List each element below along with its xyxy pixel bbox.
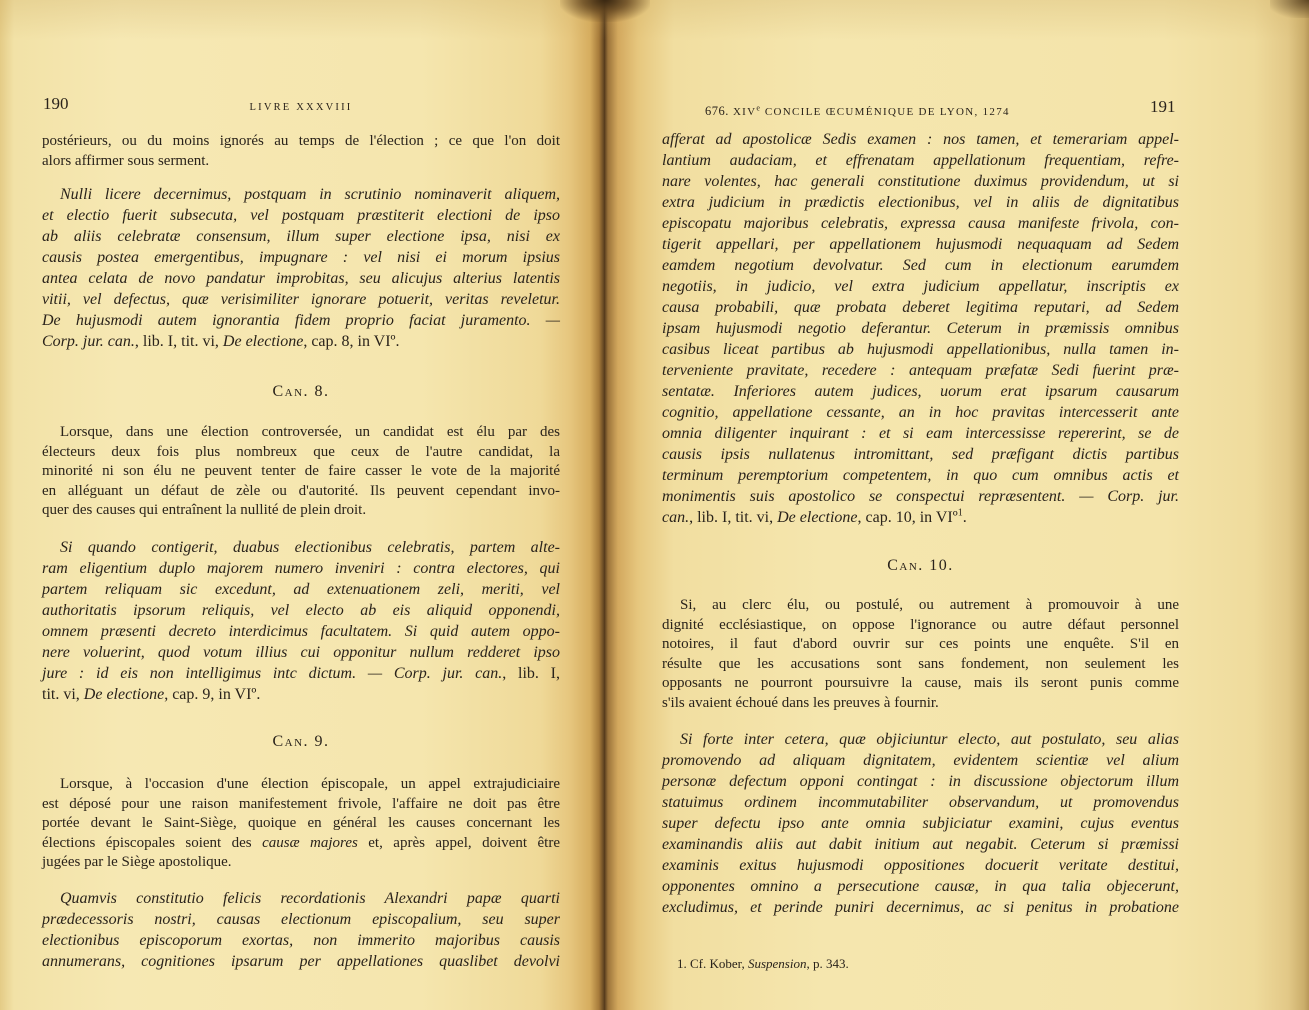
text-line: authoritatis ipsorum reliquis, vel electo ab eis aliquid opponendi, bbox=[42, 602, 560, 619]
citation-part: , cap. 8, in VIº. bbox=[303, 333, 400, 350]
text-line: monimentis suis apostolico se conspectui repræsentent. — Corp. jur. bbox=[662, 488, 1179, 505]
text-line: vitii, vel defectus, quæ verisimiliter ignorare potuerit, veritas reveletur. bbox=[42, 291, 560, 308]
text-line: et electio fuerit subsecuta, vel postquam præstiterit electioni de ipso bbox=[42, 207, 560, 224]
paragraph-french bbox=[662, 596, 1179, 713]
canon-heading: Can. 8. bbox=[272, 383, 330, 400]
running-head: LIVRE XXXVIII bbox=[249, 102, 353, 113]
text-line: promovendo ad aliquam dignitatem, evidentem scientiæ vel alium bbox=[662, 752, 1179, 769]
text-line: partem reliquam sic excedunt, ad extenuationem zeli, meriti, vel bbox=[42, 581, 560, 598]
section-number: 676. bbox=[705, 104, 729, 118]
page-number: 190 bbox=[43, 94, 69, 113]
citation-part: , lib. I, tit. vi, bbox=[134, 333, 223, 350]
text-line: annumerans, cognitiones ipsarum per appellationes quaslibet devolvi bbox=[42, 953, 560, 970]
text-line: jugées par le Siège apostolique. bbox=[42, 854, 232, 870]
canon-heading: Can. 10. bbox=[887, 557, 954, 574]
citation-part: , lib. I, tit. vi, bbox=[689, 509, 778, 526]
text-line: lantium audaciam, et effrenatam appellationum frequentiam, refre- bbox=[662, 152, 1179, 169]
text-line: en alléguant un défaut de zèle ou d'autorité. Ils peuvent cependant invo- bbox=[42, 482, 560, 499]
citation-part: , lib. I, bbox=[502, 665, 560, 682]
citation-part: , cap. 10, in VIº bbox=[857, 509, 958, 526]
text-line: alors affirmer sous serment. bbox=[42, 152, 210, 169]
page-number: 191 bbox=[1150, 97, 1176, 116]
text-line: opponentes omnino a persecutione causæ, in qua talia objecerunt, bbox=[662, 878, 1179, 895]
citation-part: De electione bbox=[83, 686, 165, 703]
corner-shadow bbox=[1270, 0, 1309, 18]
top-edge-shadow bbox=[0, 0, 1309, 40]
text-line: Si, au clerc élu, ou postulé, ou autrement à promouvoir à une bbox=[680, 597, 1179, 613]
text-line: Si forte inter cetera, quæ objiciuntur electo, aut postulato, seu alias bbox=[680, 731, 1179, 748]
text-line: afferat ad apostolicæ Sedis examen : nos tamen, et temerariam appel- bbox=[662, 131, 1179, 148]
text-line bbox=[42, 834, 560, 854]
text-line: statuimus ordinem incommutabiliter observandum, ut promovendus bbox=[662, 794, 1179, 811]
text-line: sentatæ. Inferiores autem judices, uorum erat ipsarum causarum bbox=[662, 383, 1179, 400]
text-line: causis ipsis nullatenus intromittant, sed præfigant dictis partibus bbox=[662, 446, 1179, 463]
running-head bbox=[705, 104, 1010, 119]
text-line: quer des causes qui entraînent la nullité de plein droit. bbox=[42, 502, 367, 518]
council-numeral: XIV bbox=[732, 106, 757, 118]
paragraph-latin bbox=[42, 888, 560, 972]
text-line: opposants ne pourront poursuivre la cause, mais ils seront punis comme bbox=[662, 675, 1179, 691]
text-line: ab aliis celebratæ consensum, illum super electione ipsa, nisi ex bbox=[42, 228, 560, 245]
text-line: personæ defectum opponi contingat : in discussione objectorum illum bbox=[662, 773, 1179, 790]
footnote-text: , p. 343. bbox=[806, 956, 849, 971]
text-line: eamdem negotium devolvatur. Sed cum in electionum earumdem bbox=[662, 257, 1179, 274]
canon-heading: Can. 9. bbox=[272, 733, 330, 750]
text-line: postérieurs, ou du moins ignorés au temps de l'élection ; ce que l'on doit bbox=[42, 133, 560, 149]
text-line: terminum peremptorium competentem, in quo cum omnibus actis et bbox=[662, 467, 1179, 484]
text-line: casibus liceat partibus ab hujusmodi appellationibus, nulla tamen in- bbox=[662, 341, 1179, 358]
citation-part: can. bbox=[662, 509, 690, 526]
running-head-title: CONCILE ŒCUMÉNIQUE DE LYON, 1274 bbox=[764, 106, 1010, 118]
text-line: episcopatu majoribus celebratis, expressa causa manifeste frivola, con- bbox=[662, 215, 1179, 232]
text-run: élections épiscopales soient des bbox=[42, 834, 263, 851]
paragraph-french bbox=[42, 423, 560, 521]
text-line: dignité ecclésiastique, on oppose l'ignorance ou autre défaut personnel bbox=[662, 616, 1179, 633]
text-line: excludimus, et perinde puniri decernimus, ac si penitus in probatione bbox=[662, 899, 1179, 916]
text-line: s'ils avaient échoué dans les preuves à fournir. bbox=[662, 694, 939, 711]
text-line: ram eligentium duplo majorem numero inveniri : contra electores, qui bbox=[42, 560, 560, 577]
text-line: omnia diligenter inquirant : et si eam intercessisse repererint, se de bbox=[662, 425, 1179, 442]
paragraph-french bbox=[42, 132, 560, 171]
text-run: jure : id eis non intelligimus intc dictum. — Corp. jur. can. bbox=[42, 665, 503, 682]
council-numeral-suffix: e bbox=[756, 103, 760, 113]
citation-line bbox=[662, 507, 1179, 528]
text-line: antea celata de novo pandatur improbitas, seu alicujus alterius latentis bbox=[42, 270, 560, 287]
text-line: Si quando contigerit, duabus electionibus celebratis, partem alte- bbox=[60, 539, 560, 556]
text-line: ipsam hujusmodi negotio deferantur. Ceterum in præmissis omnibus bbox=[662, 320, 1179, 337]
text-line: Nulli licere decernimus, postquam in scrutinio nominaverit aliquem, bbox=[60, 186, 560, 203]
text-line: omnem præsenti decreto interdicimus facultatem. Si quid autem oppo- bbox=[42, 623, 560, 640]
text-line: De hujusmodi autem ignorantia fidem proprio faciat juramento. — bbox=[42, 312, 560, 329]
paragraph-french bbox=[42, 775, 560, 873]
text-line: extra judicium in prædictis electionibus, vel in aliis de dignitatibus bbox=[662, 194, 1179, 211]
paragraph-latin bbox=[42, 184, 560, 352]
citation-part: , cap. 9, in VIº. bbox=[164, 686, 261, 703]
citation-part: De electione bbox=[222, 333, 304, 350]
citation-part: Corp. jur. can. bbox=[42, 333, 135, 350]
text-line: tigerit appellari, per appellationem hujusmodi nequaquam ad Sedem bbox=[662, 236, 1179, 253]
text-line: résulte que les accusations sont sans fondement, non seulement les bbox=[662, 655, 1179, 672]
text-line: prædecessoris nostri, causas electionum episcopalium, seu super bbox=[42, 911, 560, 928]
text-line: terveniente pravitate, recedere : antequam præfatæ Sedi fuerint præ- bbox=[662, 362, 1179, 379]
text-line: nare volentes, hac generali constitutione duximus providendum, ut si bbox=[662, 173, 1179, 190]
text-line: causis postea emergentibus, impugnare : vel nisi ei morum ipsius bbox=[42, 249, 560, 266]
text-line bbox=[42, 663, 560, 684]
text-line: electionibus episcoporum exortas, non immerito majoribus causis bbox=[42, 932, 560, 949]
footnote-title: Suspension bbox=[747, 956, 807, 971]
footnote-marker: 1 bbox=[957, 507, 963, 519]
paragraph-latin bbox=[662, 729, 1179, 918]
text-run: et, après appel, doivent être bbox=[357, 834, 561, 851]
text-line: examinis exitus hujusmodi oppositiones docuerit veritate destitui, bbox=[662, 857, 1179, 874]
text-run-italic: causæ majores bbox=[262, 834, 358, 851]
citation-part: tit. vi, bbox=[42, 686, 84, 703]
text-line: électeurs deux fois plus nombreux que ceux de l'autre candidat, la bbox=[42, 443, 560, 460]
citation-part: . bbox=[962, 509, 967, 526]
gutter-shadow bbox=[560, 0, 650, 22]
footnote bbox=[677, 955, 849, 973]
paragraph-latin bbox=[42, 537, 560, 705]
text-line: Lorsque, à l'occasion d'une élection épiscopale, un appel extrajudiciaire bbox=[60, 776, 560, 792]
text-line: Quamvis constitutio felicis recordationis Alexandri papæ quarti bbox=[60, 890, 560, 907]
text-line: cognitio, appellatione cessante, an in hoc pravitas intercesserit ante bbox=[662, 404, 1179, 421]
text-line: examinandis aliis aut dabit initium aut negabit. Ceterum si præmissi bbox=[662, 836, 1179, 853]
text-line: est déposé pour une raison manifestement frivole, l'affaire ne doit pas être bbox=[42, 795, 560, 812]
text-line: notoires, il faut d'abord ouvrir sur ces points une enquête. S'il en bbox=[662, 636, 1179, 652]
citation-line bbox=[42, 684, 560, 705]
text-line: negotiis, in judicio, vel extra judicium appellatur, inscriptis ex bbox=[662, 278, 1179, 295]
text-line: nere voluerint, quod votum illius cui opponitur nullum redderet ipso bbox=[42, 644, 560, 661]
footnote-text: 1. Cf. Kober, bbox=[677, 956, 748, 971]
text-line: causa probabili, quæ probata deberet legitima reputari, ad Sedem bbox=[662, 299, 1179, 316]
text-line: minorité ni son élu ne peuvent tenter de faire casser le vote de la majorité bbox=[42, 463, 560, 479]
text-line: Lorsque, dans une élection controversée, un candidat est élu par des bbox=[60, 424, 560, 440]
paragraph-latin bbox=[662, 129, 1179, 528]
citation-line bbox=[42, 331, 560, 352]
citation-part: De electione bbox=[777, 509, 858, 526]
text-line: portée devant le Saint-Siège, quoique en général les causes concernant les bbox=[42, 815, 560, 831]
text-line: super defectu ipso ante omnia subjiciatur examini, cujus eventus bbox=[662, 815, 1179, 832]
